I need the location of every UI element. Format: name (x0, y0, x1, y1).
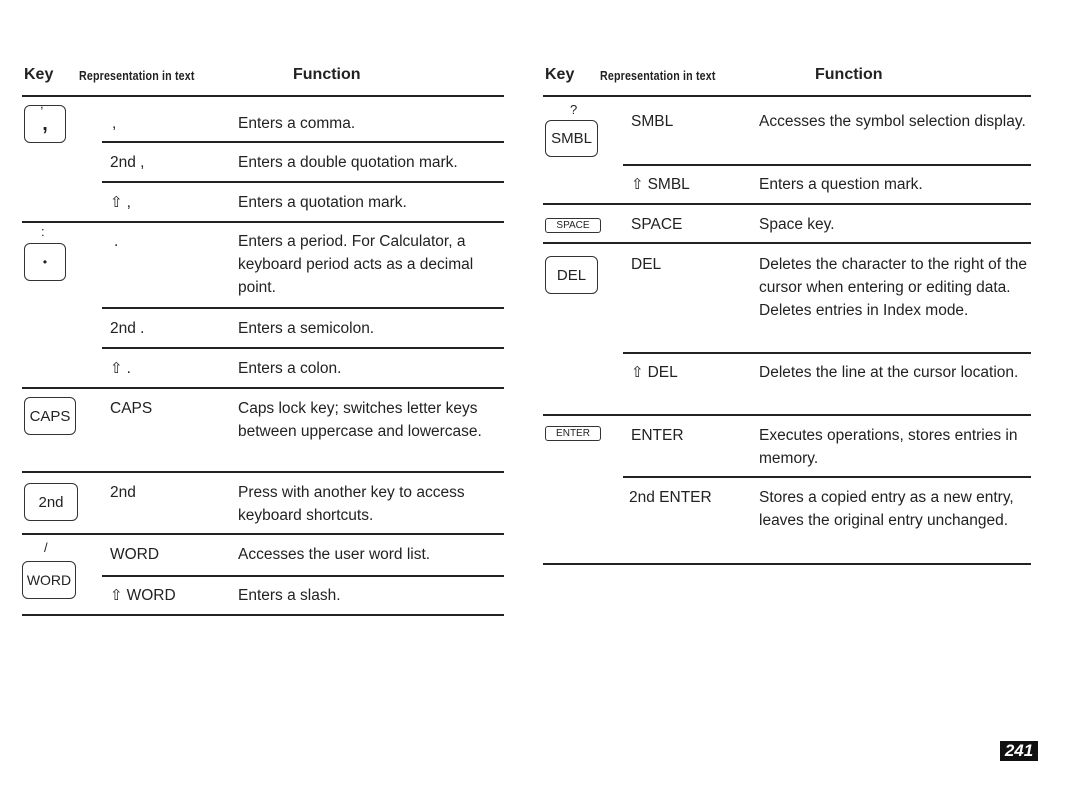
divider (543, 414, 1031, 416)
word-key-icon (22, 561, 76, 599)
function-text: Accesses the symbol selection display. (759, 113, 1026, 130)
divider (22, 471, 504, 473)
shift-icon: ⇧ (631, 176, 644, 193)
function-text: Enters a quotation mark. (238, 194, 407, 211)
function-text: Accesses the user word list. (238, 546, 431, 563)
header-key: Key (545, 66, 575, 83)
key-label: 2nd (38, 493, 64, 511)
period-key-icon (24, 243, 66, 281)
function-text: Stores a copied entry as a new entry, leaves the original entry unchanged. (759, 489, 1014, 529)
divider (623, 164, 1031, 166)
key-label: , (42, 112, 48, 135)
rep-label: . (126, 360, 131, 377)
divider (543, 242, 1031, 244)
second-key-icon (24, 483, 78, 521)
divider (102, 307, 504, 309)
header-representation: Representation in text (79, 68, 195, 83)
rep-text: SPACE (631, 216, 683, 233)
divider (543, 203, 1031, 205)
rep-text (631, 173, 690, 196)
del-key-icon (545, 256, 598, 294)
comma-key-icon (24, 105, 66, 143)
function-text: Enters a period. For Calculator, a keyboard period acts as a decimal point. (238, 233, 474, 296)
rep-text: , (112, 115, 117, 132)
shift-icon: ⇧ (110, 360, 123, 377)
key-label: CAPS (29, 407, 71, 425)
function-text: Enters a comma. (238, 115, 356, 132)
key-alt-label: , (40, 96, 44, 111)
function-text: Deletes the line at the cursor location. (759, 364, 1019, 381)
key-alt-label: / (44, 540, 48, 555)
function-text: Caps lock key; switches letter keys between uppercase and lowercase. (238, 400, 482, 440)
rep-text: 2nd . (110, 320, 145, 337)
divider (543, 563, 1031, 565)
divider (22, 533, 504, 535)
divider (22, 387, 504, 389)
rep-text: 2nd (110, 484, 136, 501)
divider (543, 95, 1031, 97)
header-key: Key (24, 66, 54, 83)
key-alt-label: ? (570, 102, 578, 117)
key-alt-label: : (41, 224, 45, 239)
divider (102, 575, 504, 577)
key-label: ENTER (556, 428, 590, 439)
rep-text: 2nd , (110, 154, 145, 171)
key-label: DEL (556, 266, 587, 284)
rep-text: 2nd ENTER (629, 489, 712, 506)
divider (22, 614, 504, 616)
key-label: WORD (26, 572, 72, 588)
function-text: Enters a double quotation mark. (238, 154, 458, 171)
shift-icon: ⇧ (110, 194, 123, 211)
divider (623, 476, 1031, 478)
rep-label: WORD (126, 587, 176, 604)
divider (22, 95, 504, 97)
divider (623, 352, 1031, 354)
function-text: Executes operations, stores entries in memory. (759, 427, 1018, 467)
rep-text: CAPS (110, 400, 153, 417)
space-key-icon (545, 218, 601, 233)
header-representation: Representation in text (600, 68, 716, 83)
function-text: Enters a colon. (238, 360, 342, 377)
divider (102, 181, 504, 183)
function-text: Enters a slash. (238, 587, 341, 604)
rep-label: , (126, 194, 131, 211)
rep-text (110, 191, 131, 214)
rep-text (631, 361, 678, 384)
key-label: SMBL (551, 130, 592, 147)
header-function: Function (293, 66, 361, 83)
rep-text (110, 584, 176, 607)
rep-text: SMBL (631, 113, 674, 130)
function-text: Enters a question mark. (759, 176, 923, 193)
function-text: Enters a semicolon. (238, 320, 375, 337)
shift-icon: ⇧ (631, 364, 644, 381)
rep-text (110, 357, 131, 380)
rep-label: SMBL (647, 176, 690, 193)
header-function: Function (815, 66, 883, 83)
key-label: • (42, 255, 48, 269)
function-text: Deletes the character to the right of the cursor when entering or editing data. Deletes entries in Index mode. (759, 256, 1027, 319)
function-text: Space key. (759, 216, 835, 233)
divider (22, 221, 504, 223)
caps-key-icon (24, 397, 76, 435)
rep-text: . (114, 233, 119, 250)
divider (102, 347, 504, 349)
enter-key-icon (545, 426, 601, 441)
rep-text: WORD (110, 546, 160, 563)
rep-text: DEL (631, 256, 662, 273)
divider (102, 141, 504, 143)
shift-icon: ⇧ (110, 587, 123, 604)
function-text: Press with another key to access keyboard shortcuts. (238, 484, 465, 524)
page-number: 241 (1000, 741, 1038, 761)
rep-label: DEL (647, 364, 678, 381)
smbl-key-icon (545, 120, 598, 157)
rep-text: ENTER (631, 427, 684, 444)
key-label: SPACE (556, 220, 590, 231)
